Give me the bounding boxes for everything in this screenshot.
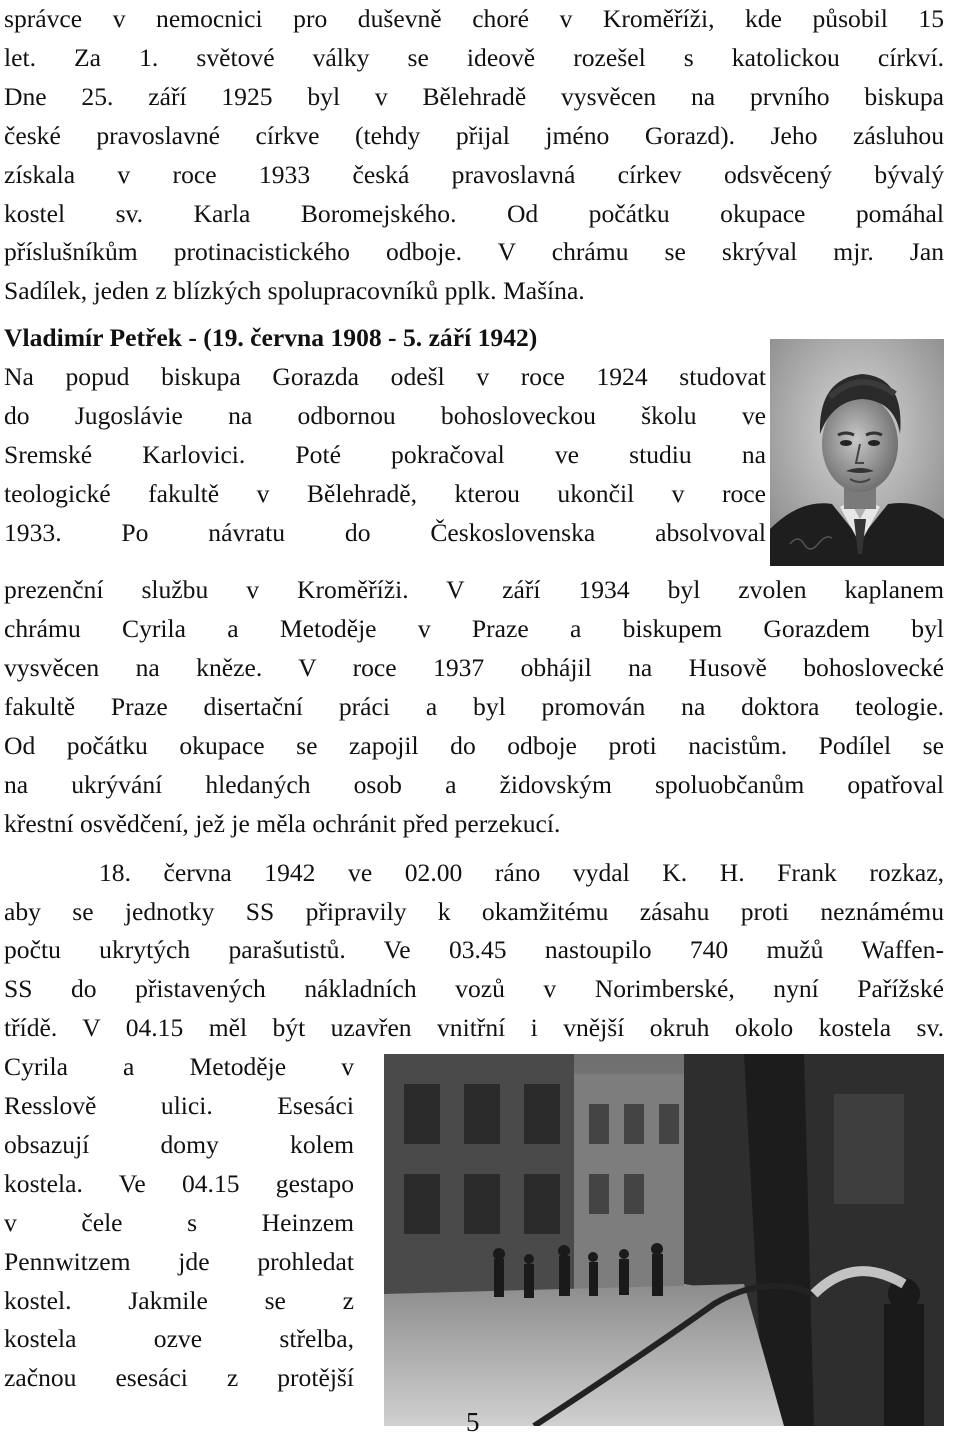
text-line: Resslově ulici. Esesáci	[4, 1091, 354, 1121]
text-line: Sadílek, jeden z blízkých spolupracovníků pplk. Mašína.	[4, 276, 585, 306]
text-line: v čele s Heinzem	[4, 1207, 354, 1237]
petrek-section	[4, 319, 944, 571]
street-image	[384, 1054, 944, 1426]
text-line: příslušníkům protinacistického odboje. V chrámu se skrýval mjr. Jan	[4, 237, 944, 267]
petrek-portrait-photo	[766, 319, 944, 571]
text-line: Od počátku okupace se zapojil do odboje proti nacistům. Podílel se	[4, 730, 944, 760]
text-line: vysvěcen na kněze. V roce 1937 obhájil na Husově bohoslovecké	[4, 653, 944, 683]
document-page	[4, 0, 944, 1437]
text-line: kostel. Jakmile se z	[4, 1285, 354, 1315]
text-line: 1933. Po návratu do Československa absolvoval	[4, 517, 766, 547]
text-line: křestní osvědčení, jež je měla ochránit před perzekucí.	[4, 808, 561, 838]
text-line: fakultě Praze disertační práci a byl promován na doktora teologie.	[4, 691, 944, 721]
text-line: aby se jednotky SS připravily k okamžitému zásahu proti neznámému	[4, 896, 944, 926]
text-line: do Jugoslávie na odbornou bohosloveckou školu ve	[4, 401, 766, 431]
text-line: Pennwitzem jde prohledat	[4, 1246, 354, 1276]
text-line: správce v nemocnici pro duševně choré v Kroměříži, kde působil 15	[4, 4, 944, 33]
text-line: kostela. Ve 04.15 gestapo	[4, 1168, 354, 1198]
text-line: obsazují domy kolem	[4, 1129, 354, 1159]
page-number: 5	[466, 1407, 480, 1437]
text-line: třídě. V 04.15 měl být uzavřen vnitřní i vnější okruh okolo kostela sv.	[4, 1013, 944, 1043]
raid-section-with-photo	[4, 1048, 944, 1431]
text-line: získala v roce 1933 česká pravoslavná církev odsvěcený bývalý	[4, 159, 944, 189]
text-line: začnou esesáci z protější	[4, 1363, 354, 1393]
text-line: teologické fakultě v Bělehradě, kterou ukončil v roce	[4, 478, 766, 508]
text-line: počtu ukrytých parašutistů. Ve 03.45 nastoupilo 740 mužů Waffen-	[4, 935, 944, 965]
intro-paragraph	[4, 0, 944, 311]
petrek-heading: Vladimír Petřek - (19. června 1908 - 5. září 1942)	[4, 323, 538, 353]
text-line: kostel sv. Karla Boromejského. Od počátku okupace pomáhal	[4, 198, 944, 228]
text-line: na ukrývání hledaných osob a židovským spoluobčanům opatřoval	[4, 769, 944, 799]
raid-paragraph	[4, 854, 944, 1049]
text-line: let. Za 1. světové války se ideově rozešel s katolickou církví.	[4, 42, 944, 72]
text-line: Na popud biskupa Gorazda odešl v roce 1924 studovat	[4, 362, 766, 392]
text-line: Sremské Karlovici. Poté pokračoval ve studiu na	[4, 439, 766, 469]
text-line: SS do přistavených nákladních vozů v Norimberské, nyní Pařížské	[4, 974, 944, 1004]
text-line: Dne 25. září 1925 byl v Bělehradě vysvěcen na prvního biskupa	[4, 81, 944, 111]
street-raid-photo	[354, 1048, 944, 1431]
text-line: kostela ozve střelba,	[4, 1324, 354, 1354]
text-line: Cyrila a Metoděje v	[4, 1052, 354, 1082]
portrait-image	[770, 339, 944, 566]
text-line: 18. června 1942 ve 02.00 ráno vydal K. H. Frank rozkaz,	[99, 857, 944, 887]
text-line: prezenční službu v Kroměříži. V září 1934 byl zvolen kaplanem	[4, 575, 944, 605]
petrek-paragraph-continued	[4, 571, 944, 843]
text-line: české pravoslavné církve (tehdy přijal jméno Gorazd). Jeho zásluhou	[4, 120, 944, 150]
text-line: chrámu Cyrila a Metoděje v Praze a biskupem Gorazdem byl	[4, 614, 944, 644]
